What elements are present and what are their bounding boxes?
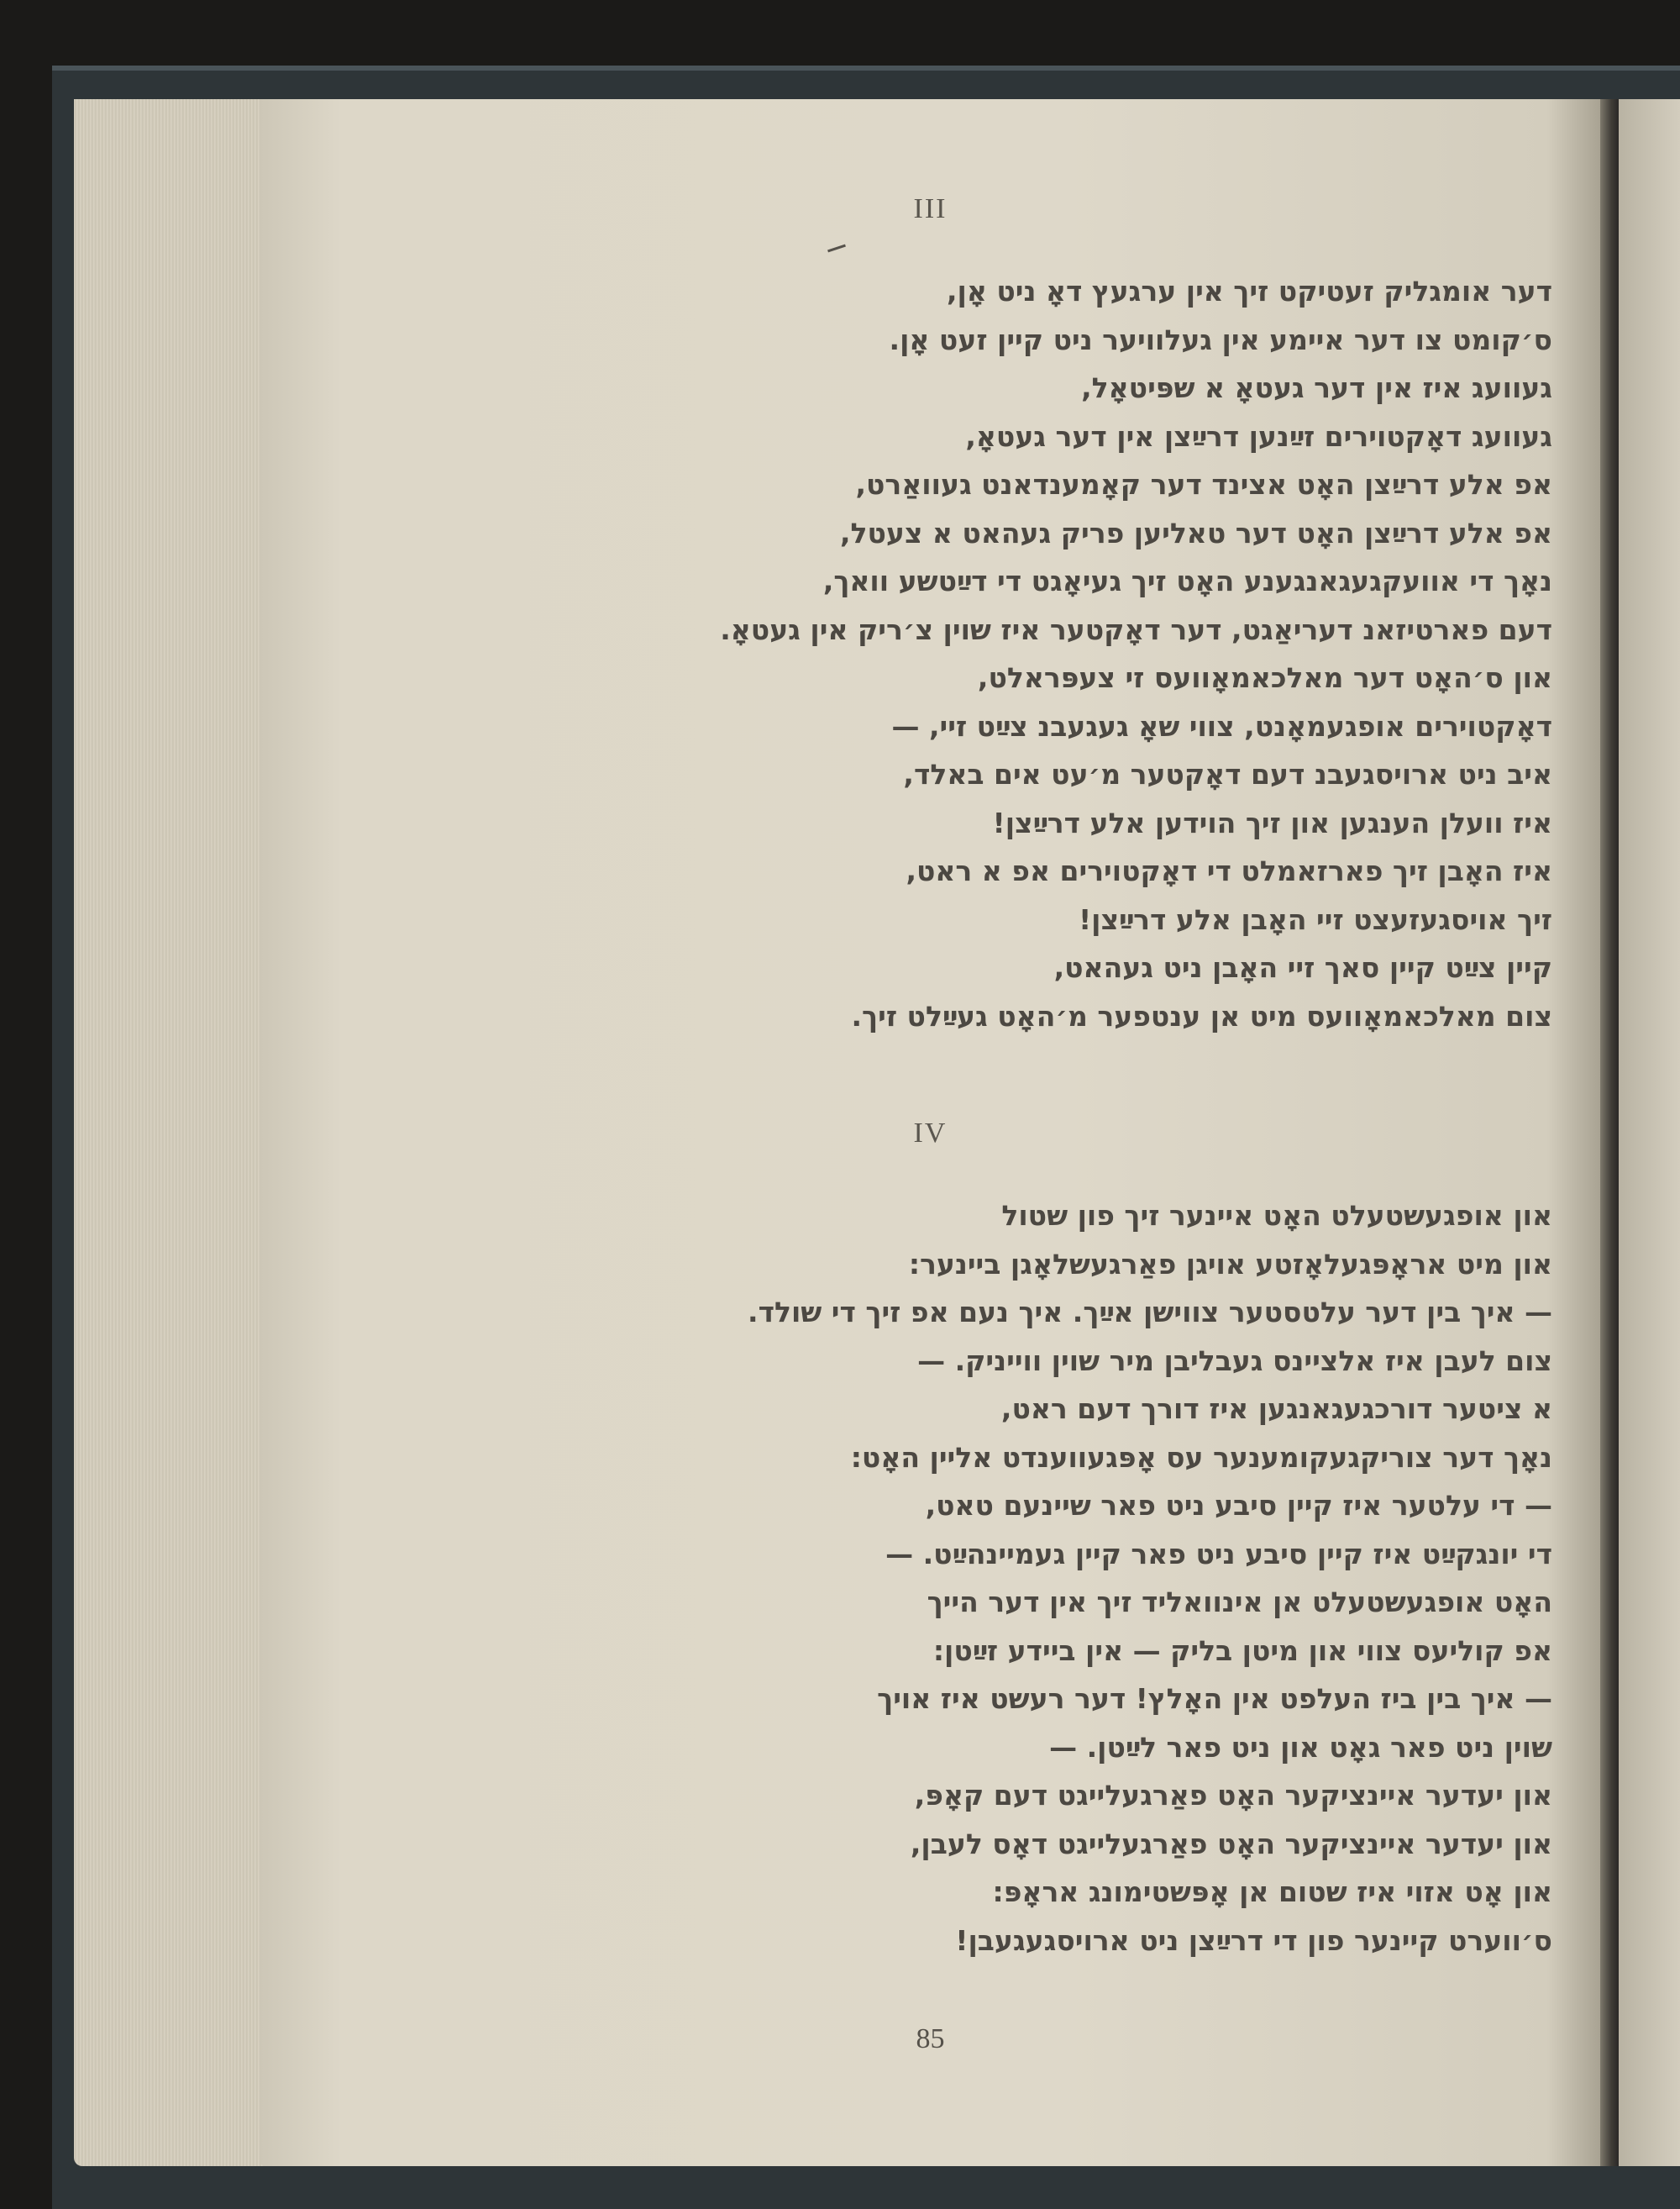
poem-line: קיין צײַט קיין סאך זיי האָבן ניט געהאט,: [1053, 951, 1552, 984]
poem-line: געוועג איז אין דער געטאָ א שפּיטאָל,: [1081, 371, 1552, 404]
poem-line: אפ אלע דרײַצן האָט אצינד דער קאָמענדאנט געוואַרט,: [855, 468, 1552, 501]
facing-page-edge: [1619, 99, 1680, 2166]
poem-line: אפ אלע דרײַצן האָט דער טאליען פריק געהאט א צעטל,: [839, 516, 1552, 550]
poem-line: שוין ניט פאר גאָט און ניט פאר לײַטן. —: [1049, 1730, 1552, 1764]
poem-line: זיך אויסגעזעצט זיי האָבן אלע דרײַצן!: [1079, 902, 1552, 936]
poem-line: צום לעבן איז אלציינס געבליבן מיר שוין ווייניק. —: [917, 1344, 1552, 1377]
section-number-three: III: [913, 193, 948, 224]
page-number: 85: [916, 2023, 945, 2054]
poem-line: און יעדער איינציקער האָט פאַרגעלייגט דאָס לעבן,: [910, 1827, 1552, 1860]
book-page: [260, 99, 1600, 2166]
poem-line: און אָט אזוי איז שטום אן אָפּשטימונג אראָפּ:: [992, 1875, 1552, 1908]
poem-line: און ס׳האָט דער מאלכאמאָוועס זי צעפּראלט,: [977, 661, 1552, 694]
poem-line: ס׳קומט צו דער איימע אין געלוויער ניט קיין זעט אָן.: [889, 323, 1552, 356]
poem-line: די יונגקײַט איז קיין סיבע ניט פאר קיין געמיינהײַט. —: [885, 1537, 1552, 1570]
poem-line: — איך בין דער עלטסטער צווישן אײַך. איך נעם אפ זיך די שולד.: [748, 1296, 1552, 1328]
poem-line: און מיט אראָפּגעלאָזטע אויגן פאַרגעשלאָגן ביינער:: [908, 1247, 1552, 1281]
poem-line: איב ניט ארויסגעבנ דעם דאָקטער מ׳עט אים באלד,: [903, 758, 1552, 791]
poem-line: איז האָבן זיך פארזאמלט די דאָקטוירים אפ א ראט,: [906, 855, 1552, 887]
print-mark: [827, 245, 846, 253]
poem-line: האָט אופגעשטעלט אן אינוואליד זיך אין דער הייך: [927, 1586, 1552, 1618]
poem-line: ס׳ווערט קיינער פון די דרײַצן ניט ארויסגעגעבן!: [955, 1923, 1552, 1957]
poem-line: און אופגעשטעלט האָט איינער זיך פון שטול: [1001, 1199, 1552, 1232]
poem-line: אפ קוליעס צווי און מיטן בליק — אין ביידע זײַטן:: [932, 1633, 1552, 1667]
poem-line: — די עלטער איז קיין סיבע ניט פאר שיינעם טאט,: [925, 1489, 1552, 1522]
poem-line: צום מאלכאמאָוועס מיט אן ענטפער מ׳האָט געײַלט זיך.: [851, 999, 1552, 1033]
book-gutter: [1600, 99, 1619, 2166]
stanza-three: [720, 267, 1552, 1040]
poem-line: נאָך דער צוריקגעקומענער עס אָפּגעווענדט אליין האָט:: [850, 1440, 1552, 1474]
poem-line: געוועג דאָקטוירים זײַנען דרײַצן אין דער געטאָ,: [965, 419, 1552, 453]
poem-line: איז וועלן הענגען און זיך הוידען אלע דרײַצן!: [992, 806, 1552, 839]
page-edges: [74, 99, 292, 2166]
poem-line: דאָקטוירים אופגעמאָנט, צווי שאָ געגעבנ צײַט זיי, —: [891, 709, 1552, 743]
section-number-four: IV: [913, 1118, 948, 1149]
poem-line: און יעדער איינציקער האָט פאַרגעלייגט דעם קאָפּ,: [914, 1779, 1552, 1812]
stanza-four: [748, 1191, 1552, 1964]
poem-line: דעם פארטיזאנ דעריאַגט, דער דאָקטער איז שוין צ׳ריק אין געטאָ.: [720, 613, 1552, 646]
poem-line: נאָך די אוועקגעגאנגענע האָט זיך געיאָגט די דײַטשע וואך,: [822, 565, 1552, 597]
poem-line: א ציטער דורכגעגאנגען איז דורך דעם ראט,: [1000, 1392, 1552, 1425]
poem-line: דער אומגליק זעטיקט זיך אין ערגעץ דאָ ניט אָן,: [947, 275, 1552, 308]
poem-line: — איך בין ביז העלפט אין האָלץ! דער רעשט איז אויך: [877, 1682, 1552, 1715]
